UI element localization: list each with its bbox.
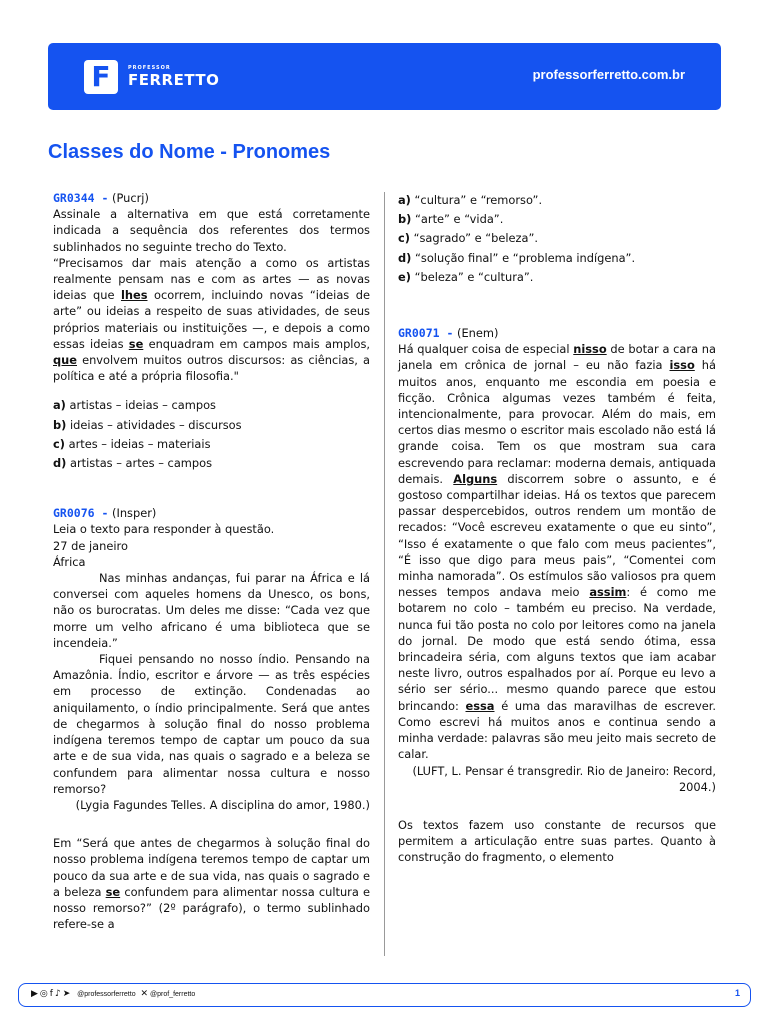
answer-option[interactable]: c) artes – ideias – materiais <box>53 436 211 451</box>
question-source: (Insper) <box>112 506 157 521</box>
text-title: África <box>53 554 86 569</box>
text-citation: (LUFT, L. Pensar é transgredir. Rio de Janeiro: Record, 2004.) <box>412 763 716 794</box>
underlined-term: se <box>105 884 121 899</box>
question-gr0076-options <box>398 192 716 285</box>
question-code: GR0344 - <box>53 191 109 205</box>
underlined-term: assim <box>589 585 627 600</box>
answer-option[interactable]: e) “beleza” e “cultura”. <box>398 269 534 284</box>
question-prompt: Em “Será que antes de chegarmos à solução final do nosso problema indígena teremos tempo de captar um pouco da sua arte e de sua vida, nas quais o sagrado e a beleza se confundem para alimentar nossa cultura e nosso remorso?” (2º parágrafo), o termo sublinhado refere-se a <box>53 836 370 932</box>
question-code: GR0071 - <box>398 326 454 341</box>
underlined-term: isso <box>669 358 695 373</box>
answer-option[interactable]: a) artistas – ideias – campos <box>53 398 216 413</box>
answer-option[interactable]: d) “solução final” e “problema indígena”. <box>398 250 636 265</box>
question-gr0076 <box>53 505 370 932</box>
underlined-term: que <box>53 353 77 368</box>
social-handle: @prof_ferretto <box>150 991 196 998</box>
question-prompt: Assinale a alternativa em que está corretamente indicada a sequência dos referentes dos termos sublinhados no seguinte trecho do Texto. <box>53 207 370 254</box>
text-citation: (Lygia Fagundes Telles. A disciplina do amor, 1980.) <box>75 797 370 812</box>
footer-bar <box>18 983 751 1007</box>
tiktok-icon[interactable]: ♪ <box>54 989 63 999</box>
underlined-term: lhes <box>120 288 148 303</box>
question-prompt: Os textos fazem uso constante de recursos que permitem a articulação entre suas partes. Quanto à construção do fragmento, o elemento <box>398 817 716 865</box>
answer-option[interactable]: a) “cultura” e “remorso”. <box>398 193 543 207</box>
header-banner <box>48 43 721 110</box>
ferretto-logo-icon <box>84 60 118 94</box>
text-paragraph: Nas minhas andanças, fui parar na África e lá conversei com aqueles homens da Unesco, os bons, não os burocratas. Um deles me disse: “Cada vez que morre um velho africano é uma biblioteca que se incendeia.” <box>53 571 370 650</box>
question-code: GR0076 - <box>53 506 109 521</box>
x-icon[interactable]: ✕ <box>140 989 151 999</box>
answer-option[interactable]: b) “arte” e “vida”. <box>398 212 504 227</box>
text-paragraph: Há qualquer coisa de especial nisso de botar a cara na janela em crônica de jornal – eu não fazia isso há muitos anos, enquanto me escondia em poesia e ficção. Crônica algumas vezes também é feita, intencionalmente, para provocar. Além do mais, em certos dias mesmo o escritor mais escolado não está lá grande coisa. Tem os que mostram sua cara escrevendo para reclamar: moderna demais, antiquada demais. Alguns discorrem sobre o assunto, e é gostoso compartilhar ideias. Há os textos que parecem passar despercebidos, outros rendem um montão de recados: “Você escreveu exatamente o que eu sinto”, “Isso é exatamente o que falo com meus pacientes”, “É isso que digo para meus pais”, “Comentei com minha namorada”. Os estímulos são valiosos pra quem nesses tempos andava meio assim: é como me botarem no colo – também eu preciso. Na verdade, nunca fui tão posta no colo por leitores como na janela do jornal. De modo que está sendo ótima, essa brincadeira séria, com alguns textos que iam acabar neste livro, outros espalhados por aí. Porque eu levo a sério ser sério... mesmo quando parece que estou brincando: essa é uma das maravilhas de escrever. Como escrevi há muitos anos e continua sendo a minha verdade: palavras são meu jeito mais secreto de calar. <box>398 342 717 762</box>
underlined-term: nisso <box>573 342 607 357</box>
question-gr0344 <box>53 190 370 471</box>
text-date: 27 de janeiro <box>53 538 128 553</box>
telegram-icon[interactable]: ➤ <box>62 989 73 999</box>
answer-option[interactable]: b) ideias – atividades – discursos <box>53 417 242 432</box>
text-paragraph: Fiquei pensando no nosso índio. Pensando na Amazônia. Índio, escritor e árvore — as três espécies em processo de extinção. Condenadas ao aniquilamento, o índio principalmente. Será que antes de chegarmos à solução final do nosso problema indígena teremos tempo de captar um pouco da sua arte e de sua vida, nas quais o sagrado e a beleza se confundem para alimentar nossa cultura e nosso remorso? <box>53 652 370 796</box>
question-source: (Pucrj) <box>112 191 149 205</box>
answer-option[interactable]: c) “sagrado” e “beleza”. <box>398 231 539 246</box>
right-column <box>398 192 716 866</box>
facebook-icon[interactable]: f <box>49 989 55 999</box>
logo-small-text: PROFESSOR <box>128 65 171 71</box>
underlined-term: Alguns <box>453 471 498 486</box>
question-source: (Enem) <box>457 326 499 341</box>
logo-letter: F <box>91 60 111 93</box>
page-number: 1 <box>734 988 740 998</box>
instruction-text: Leia o texto para responder à questão. <box>53 522 275 537</box>
youtube-icon[interactable]: ▶ <box>31 989 40 999</box>
social-handle: @professorferretto <box>77 991 136 998</box>
site-url-link[interactable]: professorferretto.com.br <box>532 67 685 82</box>
logo-name: FERRETTO <box>128 71 220 89</box>
instagram-icon[interactable]: ◎ <box>39 989 50 999</box>
column-divider <box>384 192 385 956</box>
underlined-term: essa <box>465 698 495 713</box>
question-quote: “Precisamos dar mais atenção a como os artistas realmente pensam nas e com as artes — as novas ideias que lhes ocorrem, incluindo novas “ideias de arte” ou ideias a respeito de suas atividades, de seus próprios materiais ou instituições —, e depois a como essas ideias se enquadram em campos mais amplos, que envolvem muitos outros discursos: as ciências, a política e até a própria filosofia." <box>53 255 371 384</box>
answer-option[interactable]: d) artistas – artes – campos <box>53 456 213 471</box>
underlined-term: se <box>128 336 144 351</box>
left-column <box>53 190 370 932</box>
page-title: Classes do Nome - Pronomes <box>48 141 331 163</box>
social-links <box>31 989 195 999</box>
question-gr0071 <box>398 325 716 866</box>
